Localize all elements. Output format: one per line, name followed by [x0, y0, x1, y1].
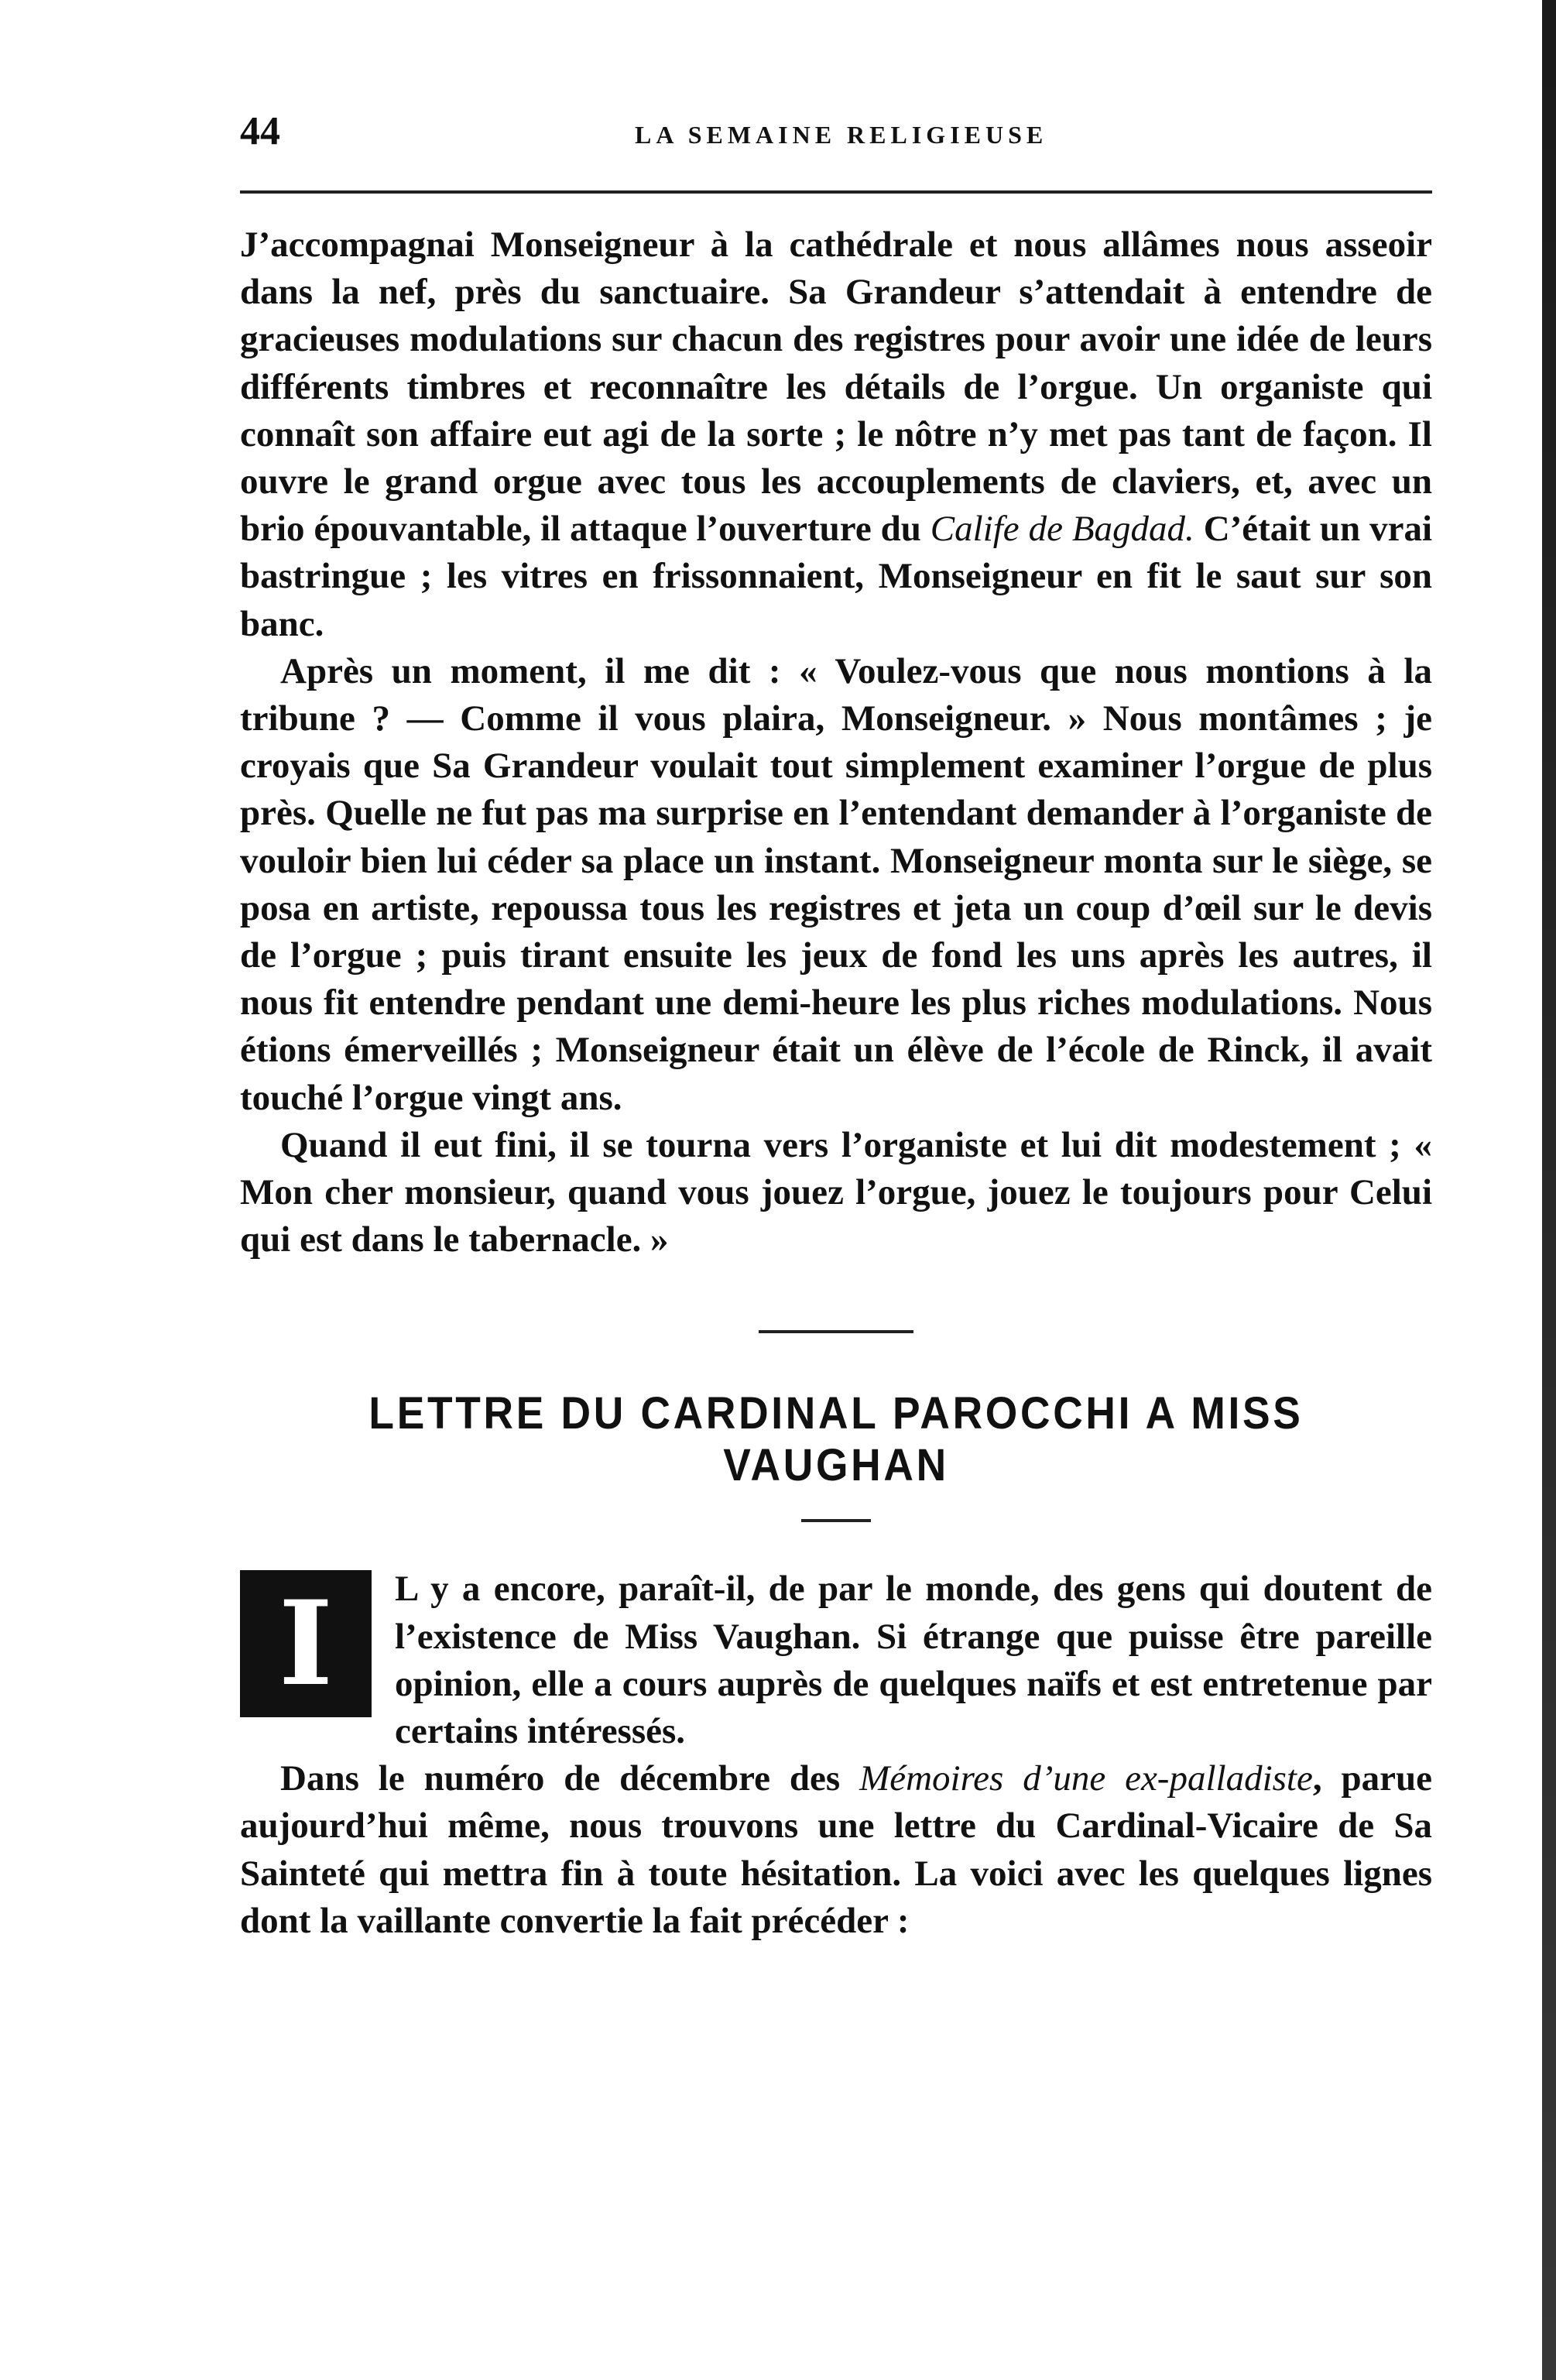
page-edge-shadow [1542, 0, 1556, 2380]
body-paragraph-1 [240, 221, 1432, 648]
section-paragraph-2 [240, 1755, 1432, 1945]
paragraph-text: J’accompagnai Monseigneur à la cathédrale et nous allâmes nous asseoir dans la nef, près du sanctuaire. Sa Grandeur s’attendait à entendre de gracieuses modulations sur chacun des registres pour avoir une idée de leurs différents timbres et reconnaître les détails de l’orgue. Un organiste qui connaît son affaire eut agi de la sorte ; le nôtre n’y met pas tant de façon. Il ouvre le grand orgue avec tous les accouplements de claviers, et, avec un brio épouvantable, il attaque l’ouverture du [240, 225, 1432, 550]
italic-title: Mémoires d’une ex-palladiste [859, 1758, 1313, 1799]
paragraph-text-end: C’était un vrai bastringue ; les vitres en frissonnaient, Monseigneur en fit le saut sur son banc. [240, 509, 1433, 644]
drop-cap-initial: I [240, 1570, 372, 1717]
page-number: 44 [240, 109, 280, 153]
body-paragraph-3: Quand il eut fini, il se tourna vers l’organiste et lui dit modestement ; « Mon cher monsieur, quand vous jouez l’orgue, jouez le toujours pour Celui qui est dans le tabernacle. » [240, 1124, 1432, 1260]
body-paragraph-2: Après un moment, il me dit : « Voulez-vous que nous montions à la tribune ? — Comme il vous plaira, Monseigneur. » Nous montâmes ; je croyais que Sa Grandeur voulait tout simplement examiner l’orgue de plus près. Quelle ne fut pas ma surprise en l’entendant demander à l’organiste de vouloir bien lui céder sa place un instant. Monseigneur monta sur le siège, se posa en artiste, repoussa tous les registres et jeta un coup d’œil sur le devis de l’orgue ; puis tirant ensuite les jeux de fond les uns après les autres, il nous fit entendre pendant une demi-heure les plus riches modulations. Nous étions émerveillés ; Monseigneur était un élève de l’école de Rinck, il avait touché l’orgue vingt ans. [240, 650, 1432, 1118]
header-rule [240, 190, 1432, 194]
paragraph-text-end: , parue aujourd’hui même, nous trouvons une lettre du Cardinal-Vicaire de Sa Sainteté qui mettra fin à toute hésitation. La voici avec les quelques lignes dont la vaillante convertie la fait précéder : [240, 1758, 1432, 1941]
section-paragraph-1-text: L y a encore, paraît-il, de par le monde, des gens qui doutent de l’existence de Miss Vaughan. Si étrange que puisse être pareille opinion, elle a cours auprès de quelques naïfs et est entretenue par certains intéressés. [395, 1569, 1432, 1752]
page-header [240, 108, 1432, 163]
section-separator [759, 1330, 913, 1333]
italic-title: Calife de Bagdad. [930, 509, 1194, 550]
section-paragraph-1 [240, 1566, 1432, 1755]
title-underline [801, 1519, 871, 1522]
paragraph-text: Dans le numéro de décembre des [280, 1758, 860, 1799]
running-title: LA SEMAINE RELIGIEUSE [635, 121, 1048, 149]
section-title: LETTRE DU CARDINAL PAROCCHI A MISS VAUGHAN [368, 1388, 1304, 1491]
book-page [240, 108, 1432, 1945]
